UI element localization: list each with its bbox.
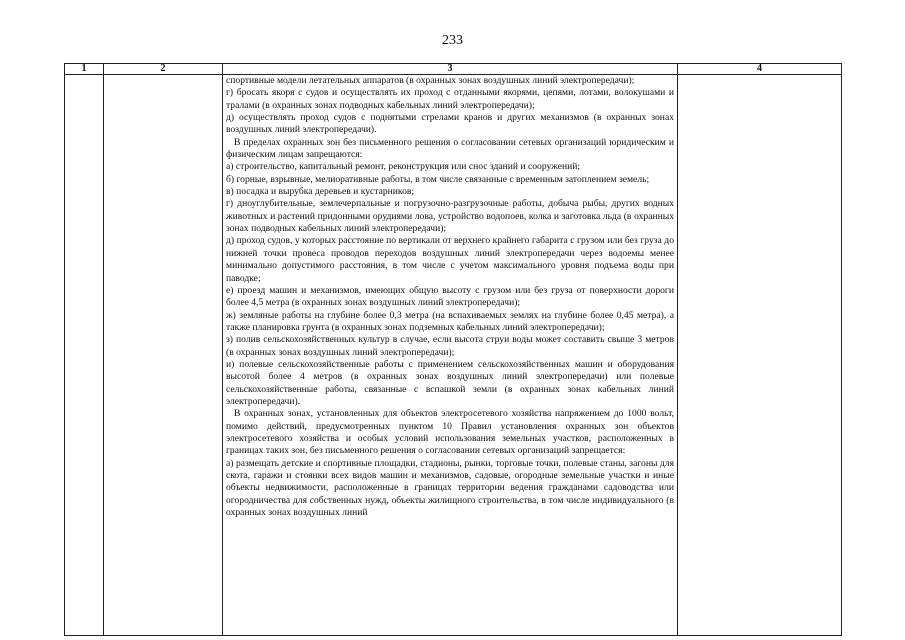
paragraph: д) осуществлять проход судов с поднятыми стрелами кранов и других механизмов (в охранных зонах воздушных линий электропередачи). [226,112,674,136]
paragraph: б) горные, взрывные, мелиоративные работы, в том числе связанные с временным затоплением земель; [226,173,650,185]
column-header-4: 4 [678,64,842,75]
paragraph: д) проход судов, у которых расстояние по вертикали от верхнего крайнего габарита с грузом или без груза до нижней точки провеса проводов переходов воздушных линий электропередачи через водоемы менее минимально допустимого расстояния, в том числе с учетом максимального уровня подъема воды при паводке; [226,235,674,284]
paragraph: и) полевые сельскохозяйственные работы с применением сельскохозяйственных машин и оборудования высотой более 4 метров (в охранных зонах воздушных линий электропередачи) или полевые сельскохозяйственные работы, связанные с вспашкой земли (в охранных зонах кабельных линий электропередачи). [226,358,674,407]
paragraph: з) полив сельскохозяйственных культур в случае, если высота струи воды может составить свыше 3 метров (в охранных зонах воздушных линий электропередачи); [226,334,674,358]
paragraph: В охранных зонах, установленных для объектов электросетевого хозяйства напряжением до 1000 вольт, помимо действий, предусмотренных пунктом 10 Правил установления охранных зон объектов электросетевого хозяйства и особых условий использования земельных участков, расположенных в границах таких зон, без письменного решения о согласовании сетевых организаций запрещается: [226,408,674,457]
page-number: 233 [442,33,463,48]
column-header-2: 2 [104,64,223,75]
paragraph: е) проезд машин и механизмов, имеющих общую высоту с грузом или без груза от поверхности дороги более 4,5 метра (в охранных зонах воздушных линий электропередачи); [226,284,674,309]
paragraph: ж) земляные работы на глубине более 0,3 метра (на вспахиваемых землях на глубине более 0,45 метра), а также планировка грунта (в охранных зонах подземных кабельных линий электропередачи); [226,309,674,333]
column-header-1: 1 [65,64,104,75]
table-header-row [65,64,842,75]
paragraph: в) посадка и вырубка деревьев и кустарников; [226,186,415,198]
paragraph: г) бросать якоря с судов и осуществлять их проход с отданными якорями, цепями, лотами, волокушами и тралами (в охранных зонах подводных кабельных линий электропередачи); [226,87,674,111]
paragraph: г) дноуглубительные, землечерпальные и погрузочно-разгрузочные работы, добыча рыбы, других водных животных и растений придонными орудиями лова, устройство водопоев, колка и заготовка льда (в охранных зонах подводных кабельных линий электропередачи); [226,198,674,235]
paragraph: В пределах охранных зон без письменного решения о согласовании сетевых организаций юридическим и физическим лицам запрещаются: [226,136,674,161]
paragraph: а) размещать детские и спортивные площадки, стадионы, рынки, торговые точки, полевые станы, загоны для скота, гаражи и стоянки всех видов машин и механизмов, садовые, огородные земельные участки и иные объекты недвижимости, расположенные в границах территории ведения гражданами садоводства или огородничества для собственных нужд, объекты жилищного строительства, в том числе индивидуального (в охранных зонах воздушных линий [226,457,674,519]
column-header-3: 3 [223,64,678,75]
document-table [64,63,842,636]
cell-col-2 [104,75,223,636]
table-row [65,75,842,636]
paragraph: а) строительство, капитальный ремонт, реконструкция или снос зданий и сооружений; [226,161,581,173]
paragraph: спортивные модели летательных аппаратов (в охранных зонах воздушных линий электропередачи); [226,75,635,86]
cell-col-3-text [223,75,678,636]
cell-col-1 [65,75,104,636]
cell-col-4 [678,75,842,636]
